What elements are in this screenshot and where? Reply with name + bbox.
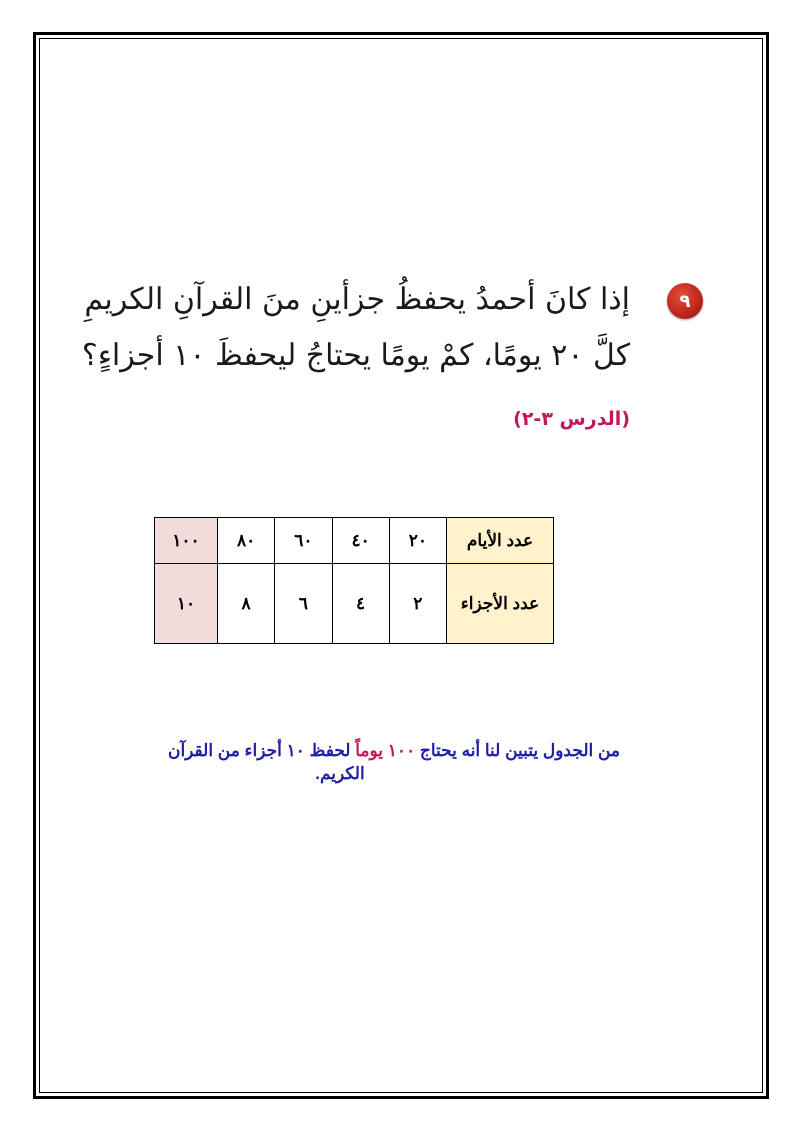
question-number: ٩ <box>679 290 691 312</box>
table-cell: ٨ <box>218 564 275 644</box>
lesson-reference: (الدرس ٣-٢) <box>513 408 630 430</box>
conclusion-highlight: ١٠٠ يوماً <box>355 741 416 760</box>
answer-cell-parts: ١٠ <box>155 564 218 644</box>
table-cell: ٤ <box>332 564 389 644</box>
table-cell: ٤٠ <box>332 518 389 564</box>
conclusion-text <box>60 738 620 764</box>
table-cell: ٢ <box>389 564 446 644</box>
question-number-badge <box>667 283 703 319</box>
conclusion-part-2: لحفظ ١٠ أجزاء من القرآن <box>167 741 356 760</box>
table-row-parts <box>155 564 554 644</box>
question-text-line-1: إذا كانَ أحمدُ يحفظُ جزأينِ منَ القرآنِ الكريمِ <box>84 282 630 317</box>
conclusion-part-1: من الجدول يتبين لنا أنه يحتاج <box>415 741 620 760</box>
table-cell: ٦ <box>275 564 332 644</box>
days-parts-table <box>154 517 554 644</box>
row-header-parts: عدد الأجزاء <box>447 564 554 644</box>
question-text-line-2: كلَّ ٢٠ يومًا، كمْ يومًا يحتاجُ ليحفظَ ١٠ أجزاءٍ؟ <box>81 338 630 373</box>
row-header-days: عدد الأيام <box>447 518 554 564</box>
table-cell: ٢٠ <box>389 518 446 564</box>
answer-cell-days: ١٠٠ <box>155 518 218 564</box>
conclusion-text-line-2: الكريم. <box>315 764 365 783</box>
table-cell: ٨٠ <box>218 518 275 564</box>
table-row-days <box>155 518 554 564</box>
table-cell: ٦٠ <box>275 518 332 564</box>
